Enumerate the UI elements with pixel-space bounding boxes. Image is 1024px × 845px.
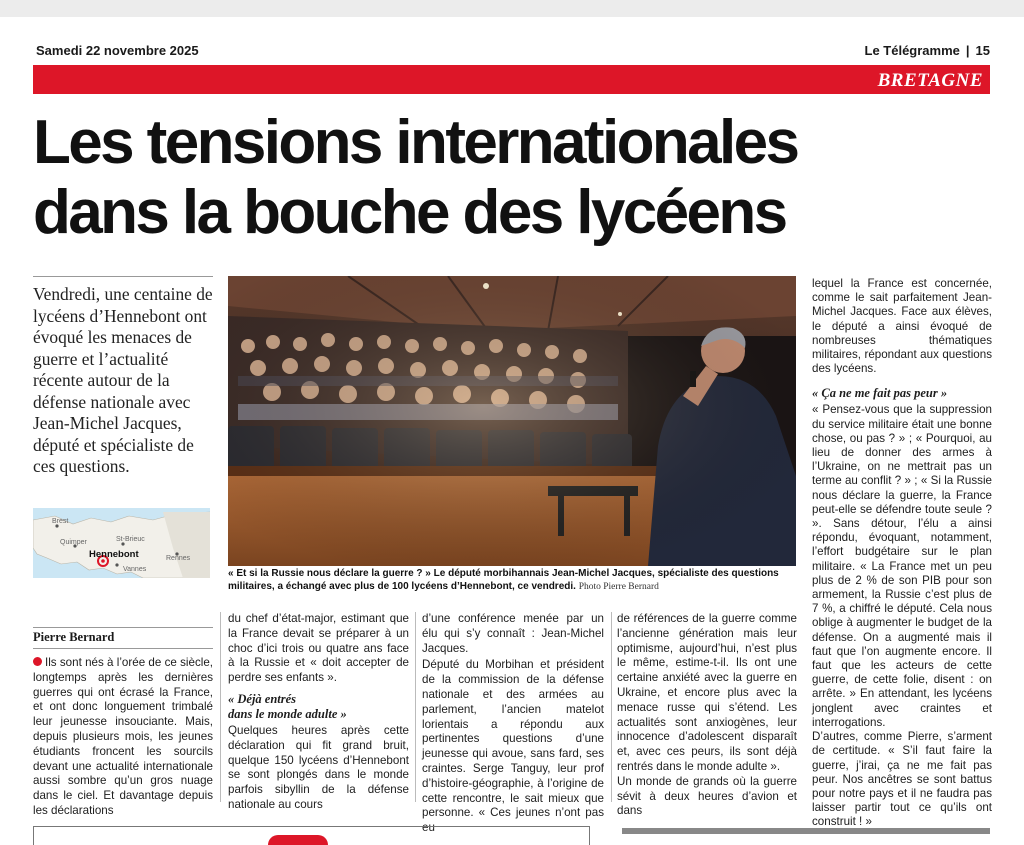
section-label: BRETAGNE (877, 70, 983, 91)
headline-line-2: dans la bouche des lycéens (33, 178, 786, 247)
photo-auditorium-graphic (228, 276, 796, 566)
col2-paragraph-1: du chef d’état-major, estimant que la France devait se préparer à un choc d’ici trois ou quatre ans face à la Russie et « doit accepter de perdre ses enfants ». (228, 612, 409, 685)
map-label-st-brieuc: St-Brieuc (116, 536, 145, 543)
masthead-separator: | (965, 43, 970, 58)
col1-paragraph-1 (33, 656, 213, 819)
article-column-5 (812, 277, 992, 830)
bullet-dot-icon (33, 657, 42, 666)
map-label-quimper: Quimper (60, 539, 87, 546)
article-column-2 (228, 612, 409, 813)
headline (33, 108, 993, 248)
location-map (33, 508, 210, 578)
col3-paragraph-1: d’une conférence menée par un élu qui s’y connaît : Jean-Michel Jacques. (422, 612, 604, 655)
map-label-hennebont: Hennebont (89, 549, 139, 560)
photo-credit: Photo Pierre Bernard (578, 582, 659, 592)
col1-text: Ils sont nés à l’orée de ce siècle, longtemps après les dernières guerres qui ont écrasé la France, et ont donc longuement trimbalé leur jeunesse insouciante. Mais, depuis plusieurs mois, les jeunes étudiants froncent les sourcils devant une actualité internationale aussi sombre qu’un gros nuage dans le ciel. Et davantage depuis les déclarations (33, 656, 213, 817)
article-photo (228, 276, 796, 566)
col2-paragraph-2: Quelques heures après cette déclaration qui fit grand bruit, quelque 150 lycéens d’Hennebont se sont plongés dans le monde parfois sibyllin de la défense nationale au cours (228, 723, 409, 811)
intertitle-1 (228, 692, 409, 722)
lead-paragraph: Vendredi, une centaine de lycéens d’Hennebont ont évoqué les menaces de guerre et l’actualité récente autour de la défense nationale avec Jean-Michel Jacques, député et spécialiste de ces questions. (33, 284, 213, 476)
column-divider (220, 612, 221, 802)
article-column-4 (617, 612, 797, 819)
article-column-3 (422, 612, 604, 836)
map-label-vannes: Vannes (123, 566, 147, 573)
col4-paragraph-2: Un monde de grands où la guerre sévit à deux heures d’avion et dans (617, 774, 797, 818)
issue-date: Samedi 22 novembre 2025 (36, 43, 199, 58)
newspaper-name: Le Télégramme (864, 43, 960, 58)
masthead (865, 43, 990, 58)
brittany-map-graphic (33, 508, 210, 578)
column-divider (611, 612, 612, 802)
section-bar (33, 65, 990, 94)
bottom-ad-box (33, 826, 590, 845)
intertitle-2: « Ça ne me fait pas peur » (812, 386, 948, 401)
col5-paragraph-2: « Pensez-vous que la suppression du service militaire était une bonne chose, ou pas ? » ; « Pourquoi, au lieu de donner des armes à l’Ukraine, on ne mettrait pas un terme au conflit ? » ; « Si la Russie nous déclare la guerre, la France peut-elle se défendre toute seule ? ». Sans détour, l’élu a ainsi répondu, évoquant, notamment, l’effort budgétaire sur le plan militaire. « La France met un peu plus de 2 % de son PIB pour son armement, la Russie c’est plus de 7 %, a chiffré le député. Cela nous oblige à augmenter le budget de la défense. On a augmenté mais il faut que l’on augmente encore. Il faut que les acteurs de cette guerre, de cette folie, disent : on arrête. » En attendant, les lycéens jonglent avec craintes et interrogations. (812, 403, 992, 729)
col5-paragraph-1: lequel la France est concernée, comme le sait parfaitement Jean-Michel Jacques. Face aux élèves, le député a ainsi évoqué de nombreuses thématiques militaires, répondant aux questions des lycéens. (812, 277, 992, 376)
caption-text: « Et si la Russie nous déclare la guerre ? » Le député morbihannais Jean-Michel Jacques, spécialiste des questions militaires, a échangé avec plus de 100 lycéens d’Hennebont, ce vendredi. (228, 568, 779, 592)
brand-logo-icon (268, 835, 328, 845)
lead-rule (33, 276, 213, 277)
map-label-rennes: Rennes (166, 555, 191, 562)
article-column-1 (33, 656, 213, 819)
map-label-brest: Brest (52, 518, 69, 525)
top-strip (0, 0, 1024, 17)
author-byline: Pierre Bernard (33, 630, 115, 644)
column-divider (415, 612, 416, 802)
page-number: 15 (975, 43, 990, 58)
intertitle-1-line-1: « Déjà entrés (228, 691, 297, 706)
col3-paragraph-2: Député du Morbihan et président de la commission de la défense nationale et des armées au parlement, l’ancien matelot lorientais a répondu aux pertinentes questions d’une jeunesse qui avoue, sans fard, ses craintes. Serge Tanguy, leur prof d’histoire-géographie, à l’origine de cette rencontre, le sait mieux que personne. « Ces jeunes n’ont pas eu (422, 658, 604, 835)
author-rule-bottom (33, 648, 213, 649)
col5-paragraph-3: D’autres, comme Pierre, s’arment de certitude. « S’il faut faire la guerre, j’irai, ça ne me fait pas peur. Nos ancêtres se sont battus pour notre pays et il ne faudra pas laisser partir tout ce qu’ils ont construit ! » (812, 730, 992, 829)
intertitle-1-line-2: dans le monde adulte » (228, 706, 347, 721)
col4-paragraph-1: de références de la guerre comme l’ancienne génération mais leur optimisme, aujourd’hui, n’est plus le même, estime-t-il. Ils ont une certaine anxiété avec la guerre en Ukraine, et encore plus avec la menace russe qui s’étend. Les actualités sont anxiogènes, leur innocence d’adolescent disparaît et, avec ces peurs, ils sont déjà rentrés dans le monde adulte ». (617, 612, 797, 773)
headline-line-1: Les tensions internationales (33, 108, 798, 177)
author-rule-top (33, 627, 213, 628)
photo-caption (228, 567, 796, 594)
bottom-grey-rule (622, 828, 990, 834)
